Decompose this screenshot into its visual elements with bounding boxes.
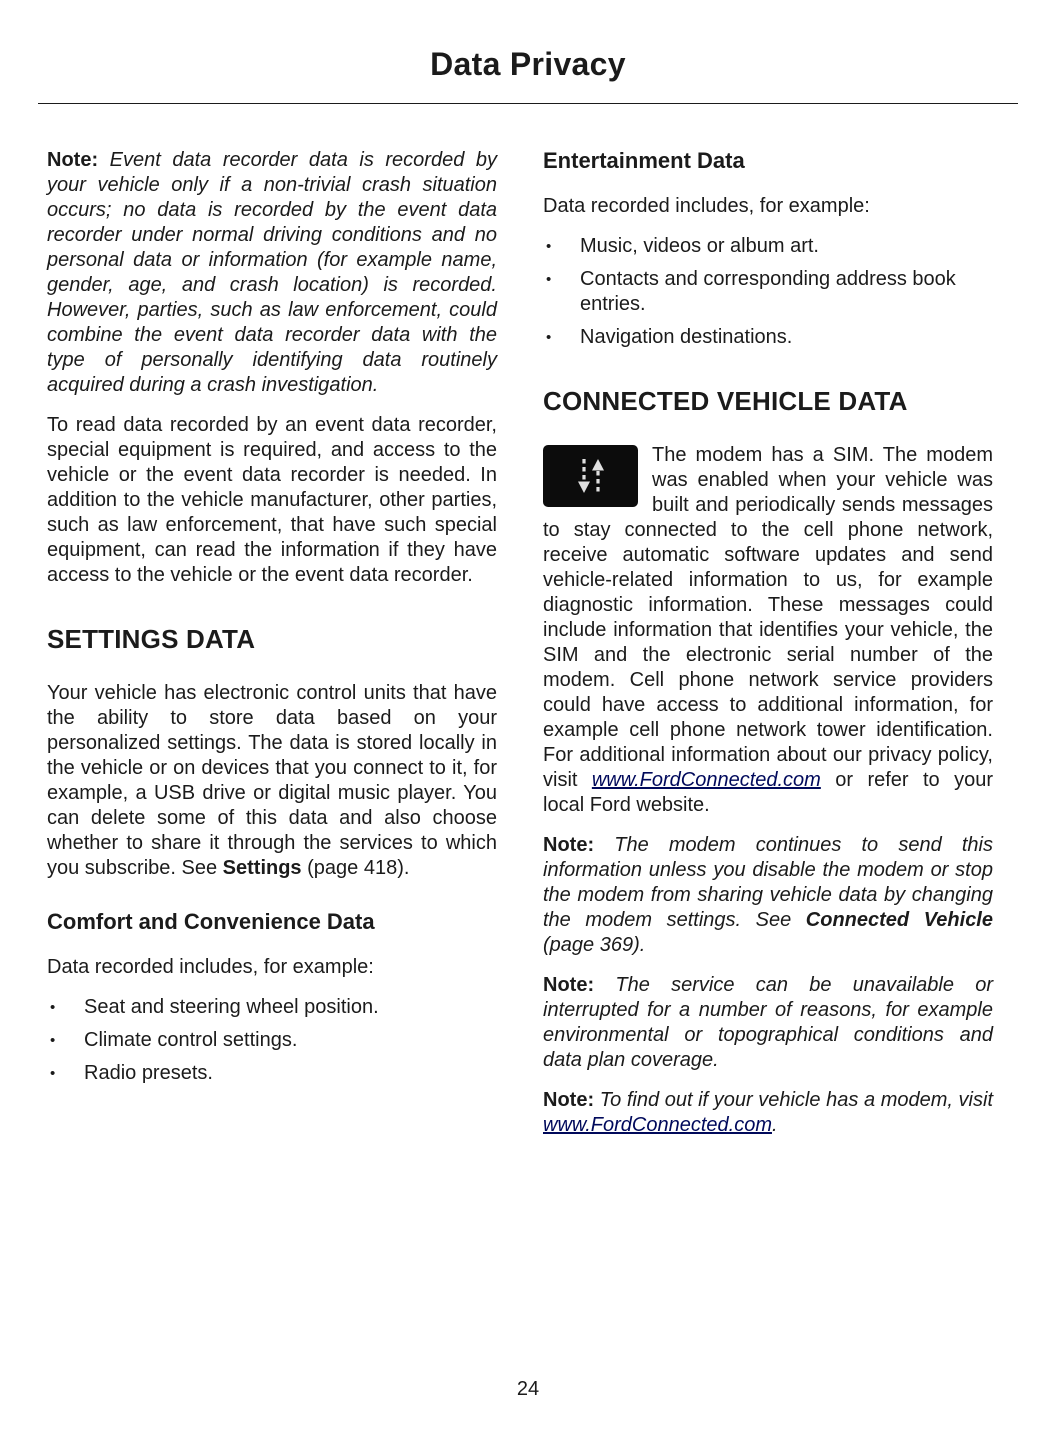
two-column-layout: [47, 148, 1009, 1153]
comfort-bullet-list: [47, 995, 497, 1086]
title-divider: [38, 103, 1018, 104]
note-text: The service can be unavailable or interrupted for a number of reasons, for example environmental or topographical conditions and data plan coverage.: [543, 974, 994, 1071]
note-page-reference: (page 369).: [543, 934, 646, 956]
heading-settings-data: SETTINGS DATA: [47, 624, 256, 654]
connected-vehicle-section: [543, 443, 993, 818]
list-item: • Contacts and corresponding address book entries.: [543, 267, 993, 317]
note-modem-settings: [543, 833, 993, 958]
entertainment-bullet-list: [543, 234, 993, 350]
list-item: • Climate control settings.: [47, 1028, 497, 1053]
fordconnected-link[interactable]: www.FordConnected.com: [543, 1114, 772, 1136]
entertainment-intro-text: Data recorded includes, for example:: [543, 195, 870, 217]
note-text: The modem continues to send this information unless you disable the modem or stop the modem from sharing vehicle data by changing the modem settings. See: [543, 834, 993, 931]
paragraph-read-event-data: To read data recorded by an event data recorder, special equipment is required, and access to the vehicle or the event data recorder is needed. In addition to the vehicle manufacturer, other parties, such as law enforcement, that have such special equipment, can read the information if they have access to the vehicle or the event data recorder.: [47, 414, 497, 586]
list-item: • Music, videos or album art.: [543, 234, 993, 259]
settings-para-text: Your vehicle has electronic control units that have the ability to store data based on your personalized settings. The data is stored locally in the vehicle or on devices that you connect to it, for example, a USB drive or digital music player. You can delete some of this data and also choose whether to share it through the services to which you subscribe. See: [47, 682, 497, 879]
list-item: • Seat and steering wheel position.: [47, 995, 497, 1020]
list-item: • Radio presets.: [47, 1061, 497, 1086]
note-label: Note:: [543, 1089, 595, 1111]
note-text-after: .: [771, 1114, 778, 1136]
list-item: • Navigation destinations.: [543, 325, 993, 350]
right-column: [543, 148, 993, 1153]
updown-arrows-icon: [543, 445, 638, 507]
note-label: Note:: [543, 834, 595, 856]
heading-entertainment-data: Entertainment Data: [543, 148, 745, 173]
settings-cross-reference: Settings: [222, 857, 302, 879]
heading-connected-vehicle-data: CONNECTED VEHICLE DATA: [543, 386, 908, 416]
settings-page-reference: (page 418).: [301, 857, 410, 879]
note-service-availability: [543, 973, 993, 1073]
fordconnected-link[interactable]: www.FordConnected.com: [591, 769, 821, 791]
note-event-data-recorder: [47, 148, 497, 398]
left-column: [47, 148, 497, 1153]
note-label: Note:: [543, 974, 595, 996]
comfort-intro-text: Data recorded includes, for example:: [47, 956, 374, 978]
note-find-modem: [543, 1088, 993, 1138]
connected-text-after: or refer to your local Ford website.: [543, 769, 993, 816]
connected-text: The modem has a SIM. The modem was enabled when your vehicle was built and periodically sends messages to stay connected to the cell phone network, receive automatic software updates and send vehicle-related information to us, for example diagnostic information. These messages could include information that identifies your vehicle, the SIM and the electronic serial number of the modem. Cell phone network service providers could have access to additional information, for example cell phone network tower identification. For additional information about our privacy policy, visit: [543, 444, 993, 791]
note-label: Note:: [47, 149, 99, 171]
page-title: Data Privacy: [430, 46, 626, 82]
heading-comfort-convenience-data: Comfort and Convenience Data: [47, 909, 375, 934]
note-text: Event data recorder data is recorded by your vehicle only if a non-trivial crash situation occurs; no data is recorded by the event data recorder under normal driving conditions and no personal data or information (for example name, gender, age, and crash location) is recorded. However, parties, such as law enforcement, could combine the event data recorder data with the type of personally identifying data routinely acquired during a crash investigation.: [47, 149, 497, 396]
connected-vehicle-cross-reference: Connected Vehicle: [805, 909, 993, 931]
paragraph-settings-data: [47, 681, 497, 881]
note-text: To find out if your vehicle has a modem, visit: [599, 1089, 993, 1111]
page-number: 24: [516, 1378, 540, 1400]
